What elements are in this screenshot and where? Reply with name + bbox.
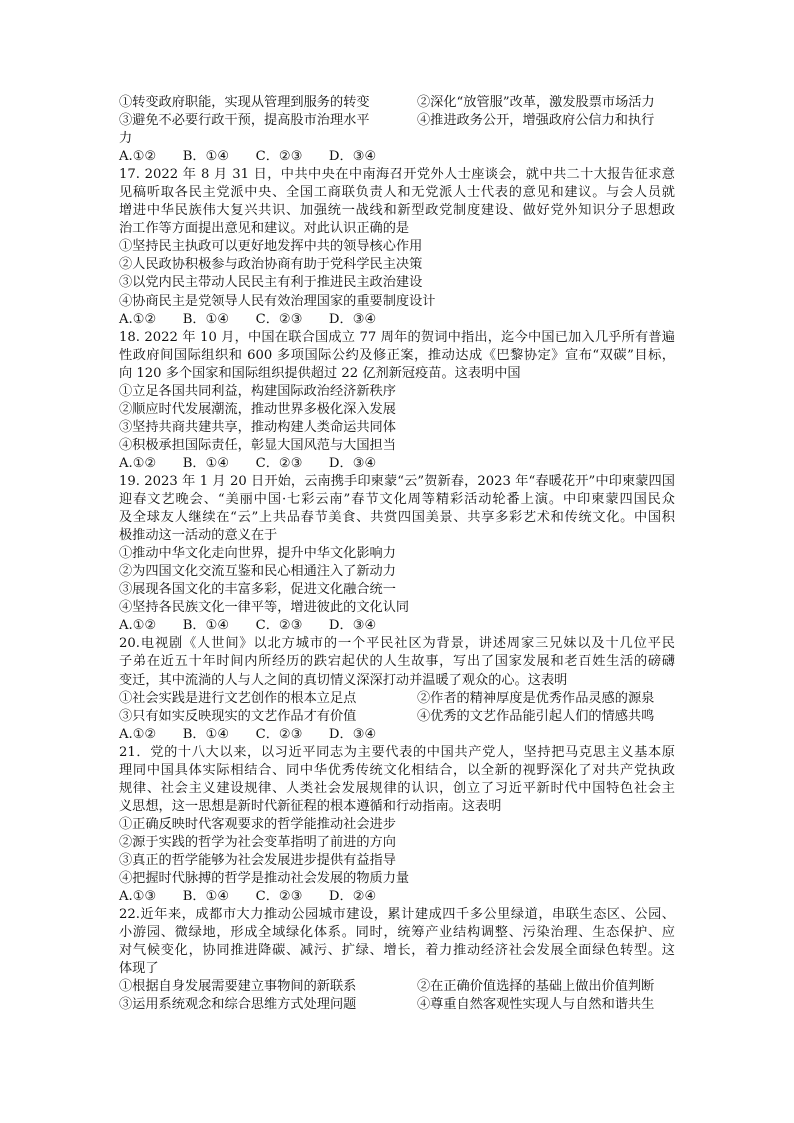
option-2: ②作者的精神厚度是优秀作品灵感的源泉 bbox=[417, 690, 655, 706]
question-stem-line: 21．党的十八大以来，以习近平同志为主要代表的中国共产党人，坚持把马克思主义基本原 bbox=[119, 744, 675, 760]
option-3: ③真正的哲学能够为社会发展进步提供有益指导 bbox=[119, 852, 396, 868]
question-stem-line: 对气候变化，协同推进降碳、减污、扩绿、增长，着力推动经济社会发展全面绿色转型。这 bbox=[119, 943, 675, 959]
answer-choices: A.①② B．①④ C．②③ D．③④ bbox=[119, 455, 377, 471]
question-stem-line: 向 120 多个国家和国际组织提供超过 22 亿剂新冠疫苗。这表明中国 bbox=[119, 365, 521, 381]
question-stem-line: 治工作等方面提出意见和建议。对此认识正确的是 bbox=[119, 221, 410, 237]
answer-choices: A.①② B．①④ C．②③ D．③④ bbox=[119, 726, 377, 742]
answer-choices: A.①② B．①④ C．②③ D．③④ bbox=[119, 311, 377, 327]
option-4-continuation: 力 bbox=[119, 131, 133, 147]
answer-choices: A.①③ B．①④ C．②③ D．②④ bbox=[119, 889, 377, 905]
option-3: ③只有如实反映现实的文艺作品才有价值 bbox=[119, 708, 357, 724]
option-4: ④尊重自然客观性实现人与自然和谐共生 bbox=[417, 997, 655, 1013]
option-2: ②顺应时代发展潮流，推动世界多极化深入发展 bbox=[119, 401, 396, 417]
option-1: ①正确反映时代客观要求的哲学能推动社会进步 bbox=[119, 816, 396, 832]
question-stem-line: 极推动这一活动的意义在于 bbox=[119, 528, 278, 544]
option-1: ①转变政府职能，实现从管理到服务的转变 bbox=[119, 95, 370, 110]
option-1: ①根据自身发展需要建立事物间的新联系 bbox=[119, 979, 357, 995]
option-3: ③运用系统观念和综合思维方式处理问题 bbox=[119, 997, 357, 1013]
option-3: ③坚持共商共建共享，推动构建人类命运共同体 bbox=[119, 419, 396, 435]
question-19 bbox=[119, 473, 675, 635]
option-1: ①立足各国共同利益，构建国际政治经济新秩序 bbox=[119, 383, 396, 399]
option-2: ②为四国文化交流互鉴和民心相通注入了新动力 bbox=[119, 564, 396, 580]
question-stem-line: 义思想，这一思想是新时代新征程的根本遵循和行动指南。这表明 bbox=[119, 798, 502, 814]
exam-page bbox=[119, 94, 675, 1014]
answer-choices: A.①② B．①④ C．②③ D．③④ bbox=[119, 149, 377, 165]
option-3: ③展现各国文化的丰富多彩，促进文化融合统一 bbox=[119, 582, 396, 598]
option-3: ③避免不必要行政干预，提高股市治理水平 bbox=[119, 113, 370, 129]
question-stem-line: 小游园、微绿地，形成全域绿化体系。同时，统筹产业结构调整、污染治理、生态保护、应 bbox=[119, 925, 675, 941]
question-stem-line: 19. 2023 年 1 月 20 日开始，云南携手印柬蒙“云”贺新春，2023 年“春暖花开”中印柬蒙四国 bbox=[119, 473, 675, 489]
question-stem-line: 17. 2022 年 8 月 31 日，中共中央在中南海召开党外人士座谈会，就中共二十大报告征求意 bbox=[119, 167, 675, 183]
question-stem-line: 变迁，其中流淌的人与人之间的真切情义深深打动并温暖了观众的心。这表明 bbox=[119, 672, 568, 688]
option-2: ②人民政协积极参与政治协商有助于党科学民主决策 bbox=[119, 257, 423, 273]
question-18 bbox=[119, 329, 675, 473]
option-2: ②在正确价值选择的基础上做出价值判断 bbox=[417, 979, 655, 995]
option-1: ①推动中华文化走向世界，提升中华文化影响力 bbox=[119, 546, 396, 562]
option-row bbox=[119, 708, 675, 726]
question-stem-line: 增进中华民族伟大复兴共识、加强统一战线和新型政党制度建设、做好党外知识分子思想政 bbox=[119, 203, 675, 219]
question-stem-line: 见稿听取各民主党派中央、全国工商联负责人和无党派人士代表的意见和建议。与会人员就 bbox=[119, 185, 675, 201]
answer-choices: A.①② B．①④ C．②③ D．③④ bbox=[119, 618, 377, 634]
question-stem-line: 体现了 bbox=[119, 961, 159, 977]
option-1: ①坚持民主执政可以更好地发挥中共的领导核心作用 bbox=[119, 239, 423, 255]
option-3: ③以党内民主带动人民民主有利于推进民主政治建设 bbox=[119, 275, 423, 291]
option-4: ④把握时代脉搏的哲学是推动社会发展的物质力量 bbox=[119, 871, 410, 887]
option-row bbox=[119, 94, 675, 112]
question-21 bbox=[119, 744, 675, 906]
option-4: ④积极承担国际责任，彰显大国风范与大国担当 bbox=[119, 437, 396, 453]
question-stem-line: 理同中国具体实际相结合、同中华优秀传统文化相结合，以全新的视野深化了对共产党执政 bbox=[119, 762, 675, 778]
option-row bbox=[119, 112, 675, 130]
option-1: ①社会实践是进行文艺创作的根本立足点 bbox=[119, 690, 357, 706]
option-4: ④协商民主是党领导人民有效治理国家的重要制度设计 bbox=[119, 293, 436, 309]
option-4: ④坚持各民族文化一律平等，增进彼此的文化认同 bbox=[119, 600, 410, 616]
option-row bbox=[119, 996, 675, 1014]
option-4: ④推进政务公开，增强政府公信力和执行 bbox=[417, 113, 655, 129]
question-stem-line: 及全球友人继续在“云”上共品春节美食、共赏四国美景、共享多彩艺术和传统文化。中国积 bbox=[119, 510, 675, 526]
question-17 bbox=[119, 166, 675, 328]
question-stem-line: 规律、社会主义建设规律、人类社会发展规律的认识，创立了习近平新时代中国特色社会主 bbox=[119, 780, 675, 796]
option-4: ④优秀的文艺作品能引起人们的情感共鸣 bbox=[417, 708, 655, 724]
question-16-tail bbox=[119, 94, 675, 166]
question-stem-line: 迎春文艺晚会、“美丽中国·七彩云南”春节文化周等精彩活动轮番上演。中印柬蒙四国民众 bbox=[119, 492, 675, 508]
option-row bbox=[119, 690, 675, 708]
option-2: ②深化“放管服”改革，激发股票市场活力 bbox=[417, 95, 655, 110]
option-2: ②源于实践的哲学为社会变革指明了前进的方向 bbox=[119, 834, 396, 850]
question-stem-line: 22.近年来，成都市大力推动公园城市建设，累计建成四千多公里绿道，串联生态区、公园、 bbox=[119, 907, 675, 923]
question-stem-line: 18. 2022 年 10 月，中国在联合国成立 77 周年的贺词中指出，迄今中国已加入几乎所有普遍 bbox=[119, 329, 675, 345]
question-stem-line: 20.电视剧《人世间》以北方城市的一个平民社区为背景，讲述周家三兄妹以及十几位平民 bbox=[119, 636, 675, 652]
question-20 bbox=[119, 635, 675, 743]
question-stem-line: 性政府间国际组织和 600 多项国际公约及修正案，推动达成《巴黎协定》宣布“双碳”目标， bbox=[119, 347, 675, 363]
question-stem-line: 子弟在近五十年时间内所经历的跌宕起伏的人生故事，写出了国家发展和老百姓生活的磅礴 bbox=[119, 654, 675, 670]
question-22 bbox=[119, 906, 675, 1014]
option-row bbox=[119, 978, 675, 996]
